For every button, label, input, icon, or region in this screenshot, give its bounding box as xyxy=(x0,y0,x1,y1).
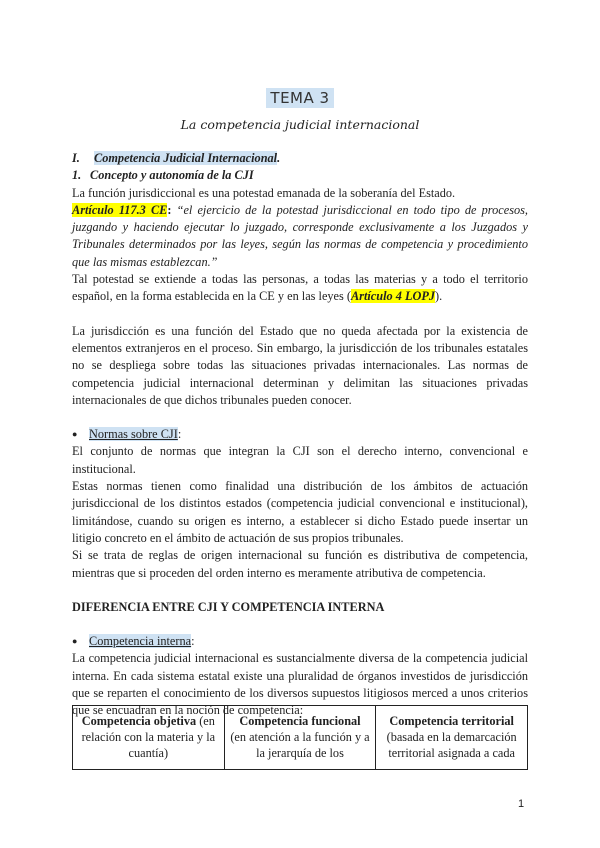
lopj-reference: Artículo 4 LOPJ xyxy=(350,289,435,304)
page-number: 1 xyxy=(518,798,525,810)
paragraph-3: Tal potestad se extiende a todas las personas, a todas las materias y a todo el territorio español, en la forma establecida en la CE y en las leyes (Artículo 4 LOPJ). xyxy=(72,272,528,304)
paragraph-4: La jurisdicción es una función del Estado que no queda afectada por la existencia de elementos extranjeros en el proceso. Sin embargo, la jurisdicción de los tribunales estatales no se despliega sobre todas las situaciones privadas internacionales. Las normas de competencia judicial internacional determinan y delimitan las situaciones privadas internacionales de que dichos tribunales pueden conocer. xyxy=(72,323,528,407)
bullet-icon: ● xyxy=(72,429,78,440)
difference-heading: DIFERENCIA ENTRE CJI Y COMPETENCIA INTERNA xyxy=(72,599,385,614)
table-cell-objetiva: Competencia objetiva (en relación con la materia y la cuantía) xyxy=(73,706,225,770)
bullet-icon: ● xyxy=(72,636,78,647)
competence-table xyxy=(72,705,528,770)
bullet2-paragraph-1: La competencia judicial internacional es sustancialmente diversa de la competencia judicial interna. En cada sistema estatal existe una pluralidad de órganos investidos de jurisdicción que se reparten el conocimiento de los diversos supuestos litigiosos merced a unos criterios que se encuadran en la noción de competencia: xyxy=(72,651,528,718)
article-quote: “el ejercicio de la potestad jurisdiccional en todo tipo de procesos, juzgando y haciendo ejecutar lo juzgado, corresponde exclusivamente a los Juzgados y Tribunales determinados por las leyes, según las normas de competencia y procedimiento que las mismas establezcan.” xyxy=(72,202,528,269)
bullet-normas-cji: ● Normas sobre CJI: xyxy=(72,426,528,443)
bullet1-paragraph-3: Si se trata de reglas de origen internacional su función es distributiva de competencia, mientras que si proceden del orden interno es meramente atributiva de competencia. xyxy=(72,548,528,580)
article-reference: Artículo 117.3 CE xyxy=(72,202,168,217)
bullet1-paragraph-1: El conjunto de normas que integran la CJI son el derecho interno, convencional e institucional. xyxy=(72,444,528,476)
bullet1-paragraph-2: Estas normas tienen como finalidad una distribución de los ámbitos de actuación jurisdiccional de los distintos estados (competencia judicial convencional e institucional), limitándose, cuando su origen es interno, a establecer si dicho Estado puede insertar un litigio concreto en el ámbito de actuación de sus propios tribunales. xyxy=(72,479,528,545)
article-quote-paragraph: Artículo 117.3 CE: “el ejercicio de la potestad jurisdiccional en todo tipo de procesos, juzgando y haciendo ejecutar lo juzgado, corresponde exclusivamente a los Juzgados y Tribunales determinados por las leyes, según las normas de competencia y procedimiento que las mismas establezcan.” xyxy=(72,202,528,269)
title-block xyxy=(0,88,600,108)
table-cell-territorial: Competencia territorial (basada en la demarcación territorial asignada a cada xyxy=(376,706,528,770)
tema-label: TEMA 3 xyxy=(266,88,333,108)
section-heading-1-title: Competencia Judicial Internacional xyxy=(94,151,278,165)
bullet-competencia-interna: ● Competencia interna: xyxy=(72,633,528,650)
subsection-heading-1-1: 1. Concepto y autonomía de la CJI xyxy=(72,168,254,183)
document-body xyxy=(72,150,528,720)
page-subtitle: La competencia judicial internacional xyxy=(180,117,420,132)
paragraph-1: La función jurisdiccional es una potestad emanada de la soberanía del Estado. xyxy=(72,185,456,200)
table-row xyxy=(73,706,528,770)
table-cell-funcional: Competencia funcional (en atención a la función y a la jerarquía de los xyxy=(224,706,376,770)
section-heading-1: I. Competencia Judicial Internacional. xyxy=(72,151,281,165)
